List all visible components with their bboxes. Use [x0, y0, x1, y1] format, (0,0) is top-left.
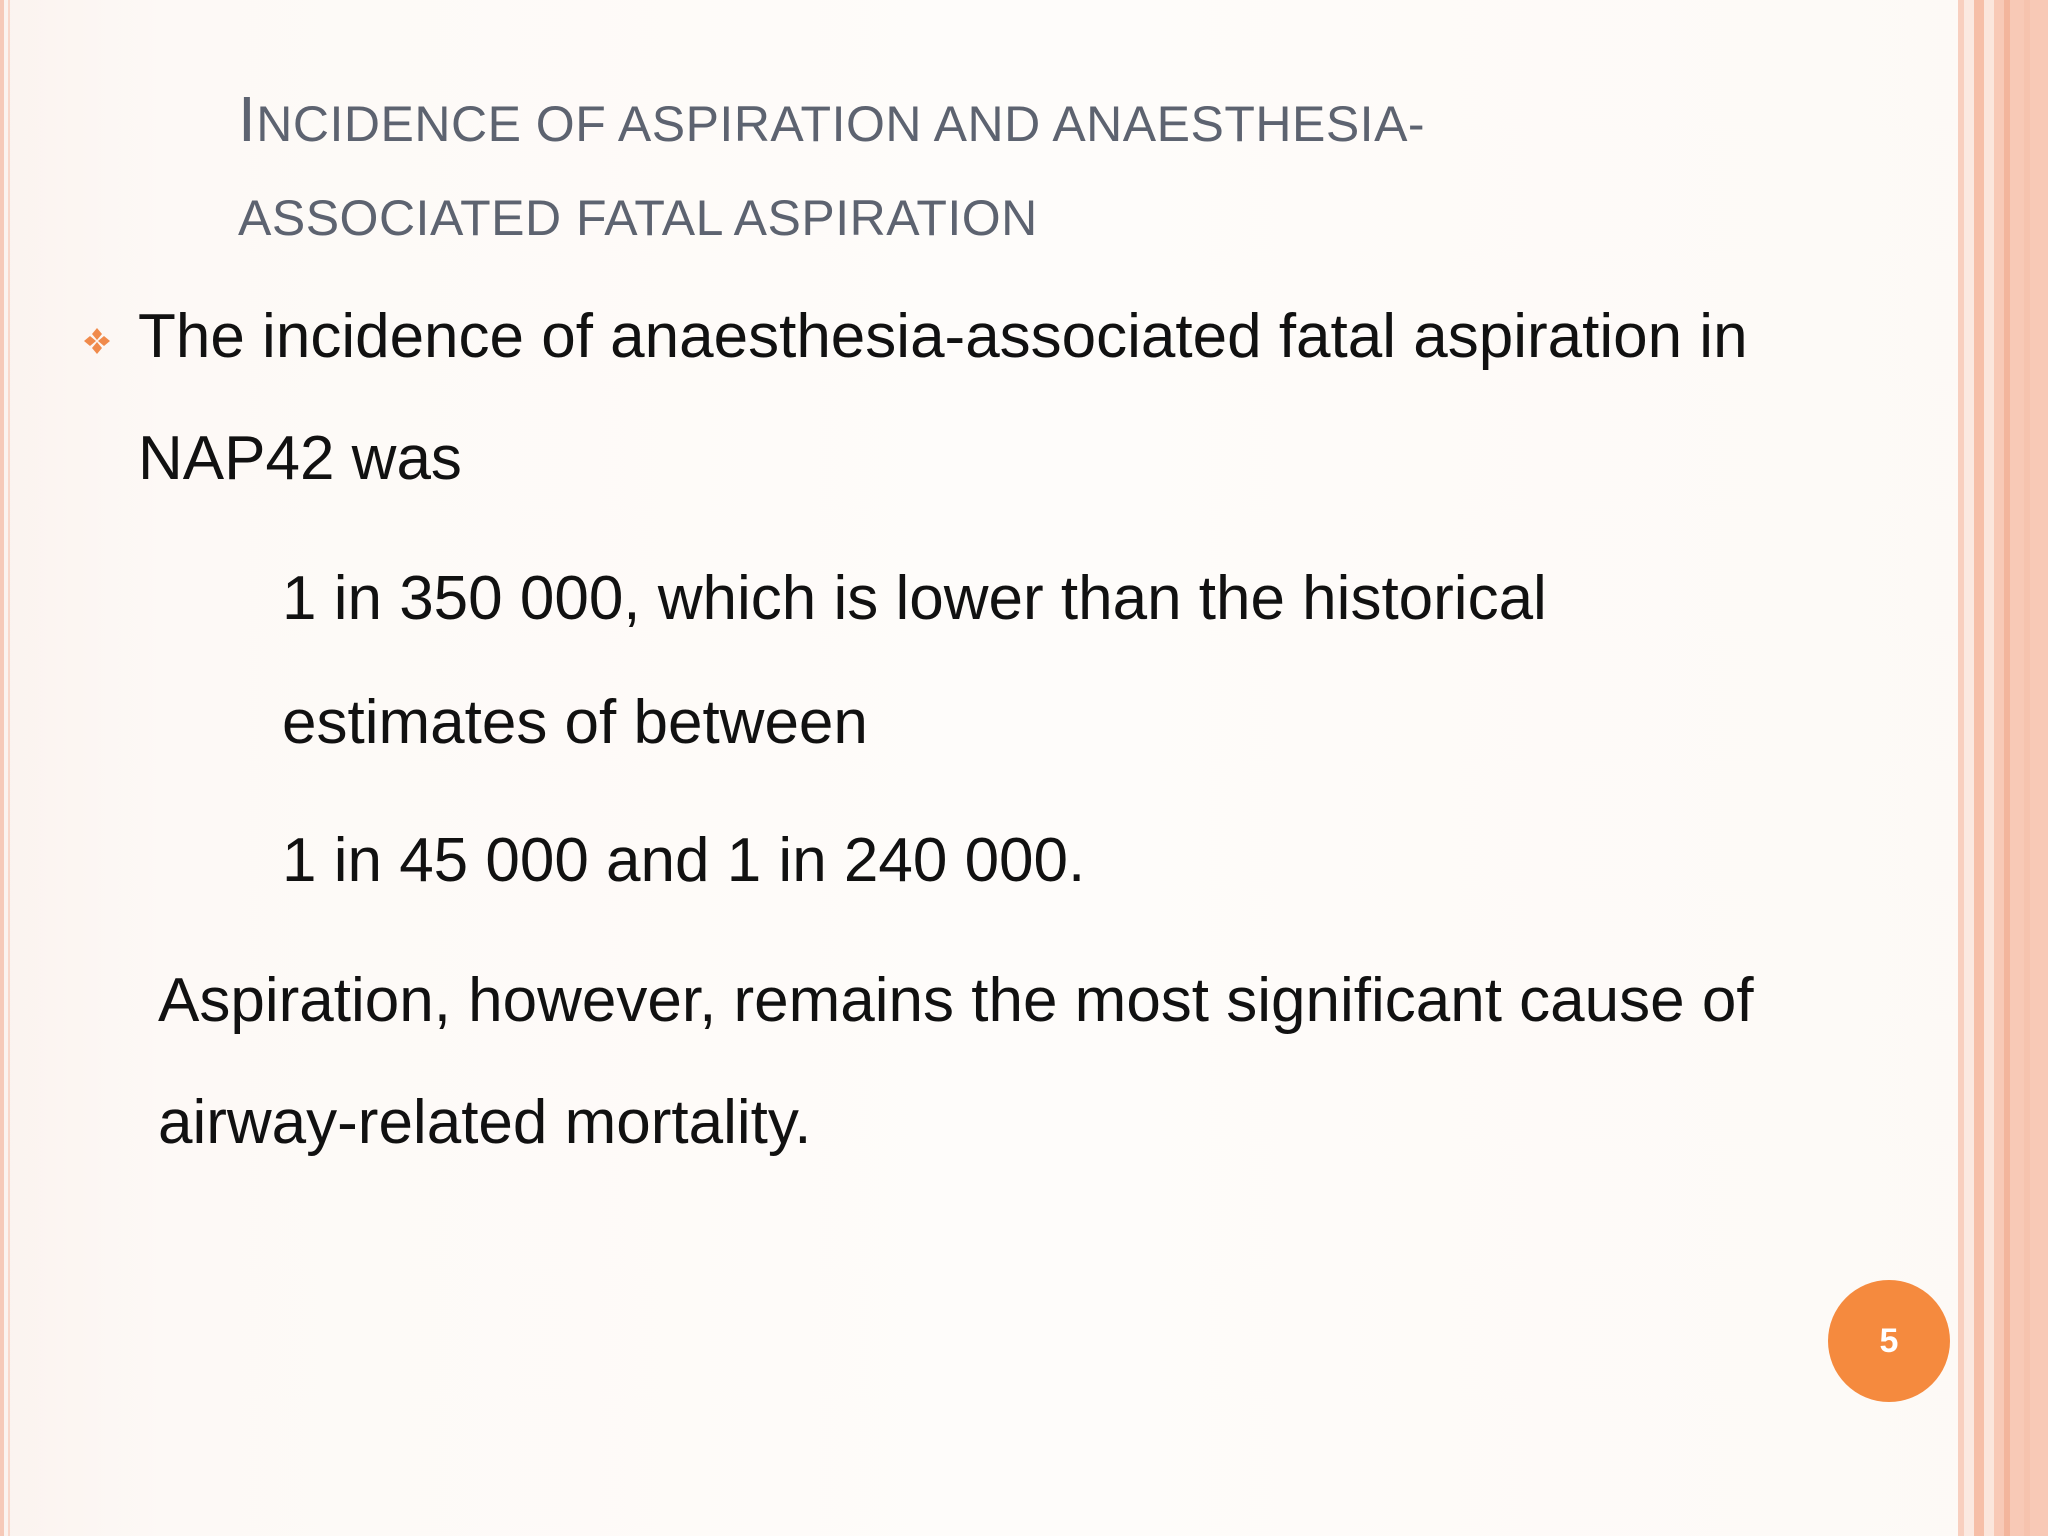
right-decorative-stripe	[1974, 0, 1984, 1536]
title-line-2: ASSOCIATED FATAL ASPIRATION	[238, 190, 1038, 246]
body-text-line: 1 in 350 000, which is lower than the historical	[282, 564, 1547, 633]
page-number-badge: 5	[1828, 1280, 1950, 1402]
slide-title	[238, 72, 1738, 265]
right-decorative-stripe	[2004, 0, 2010, 1536]
body-text-line: Aspiration, however, remains the most significant cause of	[158, 966, 1754, 1035]
left-accent-line	[0, 0, 4, 1536]
right-decorative-stripe	[2024, 0, 2030, 1536]
title-line-1-rest: NCIDENCE OF ASPIRATION AND ANAESTHESIA-	[256, 96, 1426, 152]
title-initial: I	[238, 83, 257, 155]
right-decorative-stripe	[1984, 0, 1994, 1536]
left-accent-line	[8, 0, 10, 1536]
body-text-line: The incidence of anaesthesia-associated fatal aspiration in	[138, 302, 1748, 371]
body-text-line: estimates of between	[282, 688, 868, 757]
body-text-line: 1 in 45 000 and 1 in 240 000.	[282, 826, 1086, 895]
body-text-line: airway-related mortality.	[158, 1088, 812, 1157]
body-text-line: NAP42 was	[138, 424, 462, 493]
right-decorative-stripe	[1964, 0, 1974, 1536]
diamond-bullet-icon	[82, 326, 112, 356]
title-line-1	[238, 83, 1426, 155]
right-decorative-stripe	[1994, 0, 2048, 1536]
